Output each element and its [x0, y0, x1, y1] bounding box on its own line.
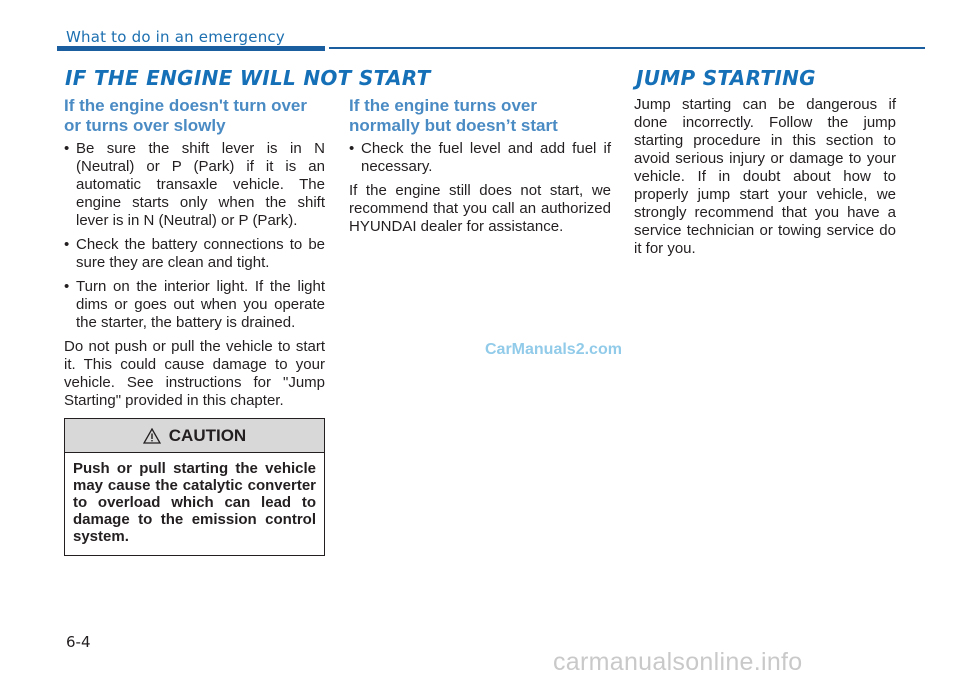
page-number: 6-4 [66, 633, 91, 651]
bullet-list [64, 140, 325, 332]
caution-header [65, 419, 324, 453]
bullet-item: • Check the fuel level and add fuel if necessary. [349, 140, 611, 176]
footer-watermark[interactable]: carmanualsonline.info [553, 648, 803, 676]
bullet-list [349, 140, 611, 176]
subhead-doesnt-turn-over: If the engine doesn't turn over or turns over slowly [64, 96, 308, 135]
dealer-paragraph: If the engine still does not start, we recommend that you call an authorized HYUNDAI dealer for assistance. [349, 182, 611, 235]
bullet-item: • Turn on the interior light. If the light dims or goes out when you operate the starter, the battery is drained. [64, 278, 325, 332]
section-label: What to do in an emergency [66, 28, 285, 46]
jump-starting-title: JUMP STARTING [636, 66, 816, 90]
header-bar-thick [57, 46, 325, 51]
bullet-item: • Be sure the shift lever is in N (Neutral) or P (Park) if it is an automatic transaxle vehicle. The engine starts only when the shift lever is in N (Neutral) or P (Park). [64, 140, 325, 230]
bullet-item: • Check the battery connections to be sure they are clean and tight. [64, 236, 325, 272]
column-engine-doesnt-turn-over [64, 96, 325, 416]
header-bar-thin [329, 47, 925, 49]
caution-title: CAUTION [168, 425, 247, 445]
column-jump-starting [634, 96, 896, 264]
carmanuals-watermark[interactable]: CarManuals2.com [485, 341, 622, 358]
jump-starting-paragraph: Jump starting can be dangerous if done incorrectly. Follow the jump starting procedure in this section to avoid serious injury or damage to your vehicle. If in doubt about how to properly jump start your vehicle, we strongly recommend that you have a service technician or towing service do it for you. [634, 96, 896, 257]
main-title: IF THE ENGINE WILL NOT START [65, 66, 431, 90]
subhead-turns-over-normally: If the engine turns over normally but doesn’t start [349, 96, 558, 135]
warning-triangle-icon [143, 428, 161, 444]
column-engine-turns-over [349, 96, 611, 242]
caution-box [64, 418, 325, 556]
caution-body: Push or pull starting the vehicle may cause the catalytic converter to overload which can lead to damage to the emission control system. [73, 460, 316, 545]
push-pull-paragraph: Do not push or pull the vehicle to start it. This could cause damage to your vehicle. See instructions for "Jump Starting" provided in this chapter. [64, 338, 325, 409]
